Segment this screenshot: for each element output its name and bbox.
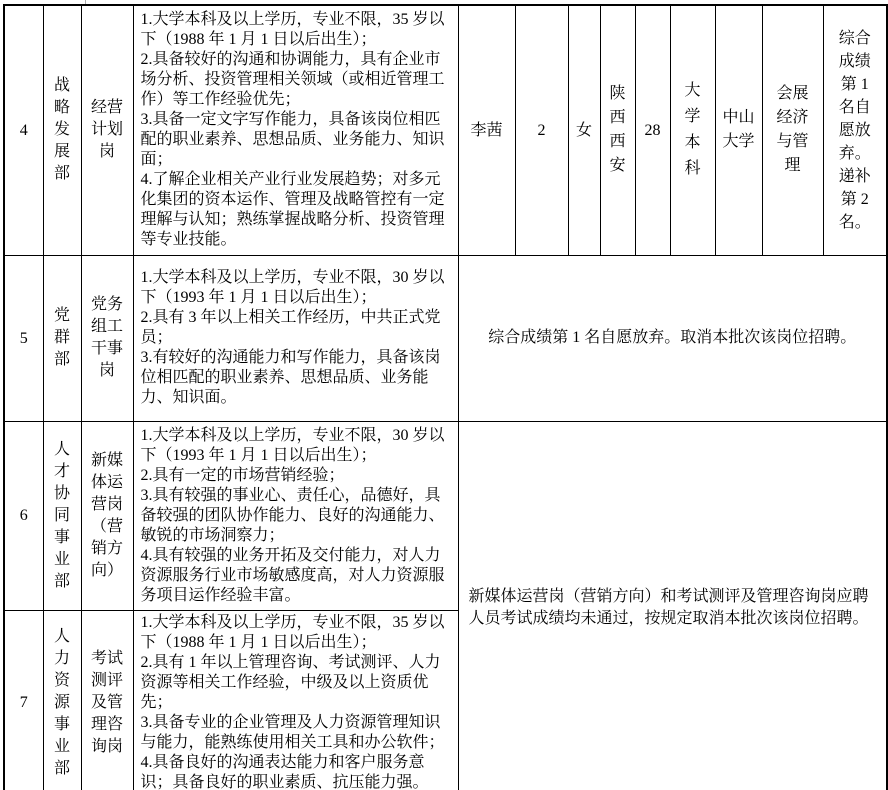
cell-department: 人力资源事业部 [43, 610, 81, 790]
cell-department: 战略发展部 [43, 5, 81, 255]
cell-merged-result-note: 新媒体运营岗（营销方向）和考试测评及管理咨询岗应聘人员考试成绩均未通过，按规定取消本批次该岗位招聘。 [458, 421, 887, 790]
cell-major: 会展经济与管理 [762, 5, 823, 255]
cell-row-number: 6 [4, 421, 43, 610]
requirement-item: 1.大学本科及以上学历，专业不限，30 岁以下（1993 年 1 月 1 日以后出生）； [140, 426, 445, 464]
requirement-item: 4.具备良好的沟通表达能力和客户服务意识；具备良好的职业素质、抗压能力强。 [140, 753, 429, 790]
table-row [4, 255, 887, 421]
cell-position: 经营计划岗 [81, 5, 133, 255]
cell-position: 党务组工干事岗 [81, 255, 133, 421]
cell-education: 大学本科 [670, 5, 715, 255]
cell-department: 人才协同事业部 [43, 421, 81, 610]
requirement-item: 3.有较好的沟通能力和写作能力，具备该岗位相匹配的职业素养、思想品质、业务能力、知识面。 [140, 349, 441, 406]
requirement-item: 4.了解企业相关产业行业发展趋势；对多元化集团的资本运作、管理及战略管控有一定理解与认知；熟练掌握战略分析、投资管理等专业技能。 [140, 171, 445, 249]
requirement-item: 3.具备专业的企业管理及人力资源管理知识与能力，能熟练使用相关工具和办公软件； [140, 713, 445, 751]
cell-row-number: 7 [4, 610, 43, 790]
cell-position: 新媒体运营岗（营销方向） [81, 421, 133, 610]
cell-hometown: 陕西西安 [600, 5, 635, 255]
recruitment-table [3, 4, 888, 790]
cell-requirements [133, 421, 458, 610]
requirement-item: 1.大学本科及以上学历，专业不限，35 岁以下（1988 年 1 月 1 日以后出生）； [140, 11, 445, 49]
cell-department: 党群部 [43, 255, 81, 421]
requirement-item: 3.具有较强的事业心、责任心，品德好，具备较强的团队协作能力、良好的沟通能力、敏锐的市场洞察力； [140, 486, 445, 544]
requirement-item: 2.具有一定的市场营销经验； [140, 466, 345, 484]
requirement-item: 2.具有 3 年以上相关工作经历，中共正式党员； [140, 309, 441, 346]
requirement-item: 3.具备一定文字写作能力，具备该岗位相匹配的职业素养、思想品质、业务能力、知识面； [140, 111, 445, 169]
cell-position: 考试测评及管理咨询岗 [81, 610, 133, 790]
cell-merged-result-note: 综合成绩第 1 名自愿放弃。取消本批次该岗位招聘。 [458, 255, 887, 421]
requirement-item: 1.大学本科及以上学历，专业不限，30 岁以下（1993 年 1 月 1 日以后出生）； [140, 269, 445, 306]
table-row [4, 5, 887, 255]
cell-gender: 女 [568, 5, 600, 255]
requirement-item: 2.具备较好的沟通和协调能力，具有企业市场分析、投资管理相关领域（或相近管理工作）等工作经验优先； [140, 51, 445, 109]
cell-age: 28 [635, 5, 670, 255]
cell-requirements [133, 255, 458, 421]
cell-requirements [133, 610, 458, 790]
requirement-item: 2.具有 1 年以上管理咨询、考试测评、人力资源等相关工作经验，中级及以上资质优先； [140, 653, 441, 711]
table-row [4, 421, 887, 610]
cell-row-number: 5 [4, 255, 43, 421]
cell-row-number: 4 [4, 5, 43, 255]
cell-result-note: 综合成绩第 1 名自愿放弃。递补第 2 名。 [823, 5, 887, 255]
requirement-item: 4.具有较强的业务开拓及交付能力，对人力资源服务行业市场敏感度高，对人力资源服务项目运作经验丰富。 [140, 546, 445, 604]
cell-university: 中山大学 [715, 5, 762, 255]
cell-requirements [133, 5, 458, 255]
cell-candidate-name: 李茜 [458, 5, 515, 255]
requirement-item: 1.大学本科及以上学历，专业不限，35 岁以下（1988 年 1 月 1 日以后出生）； [140, 613, 445, 651]
cell-hire-count: 2 [515, 5, 568, 255]
